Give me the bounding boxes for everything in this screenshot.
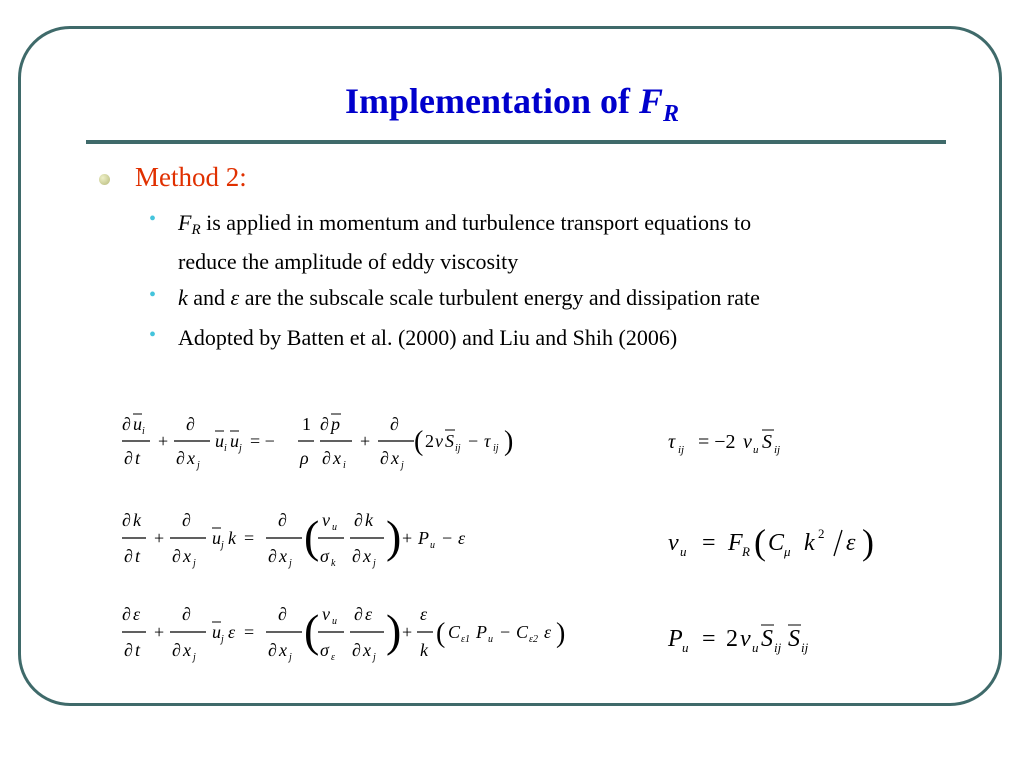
svg-text:k: k <box>804 530 815 556</box>
svg-text:t: t <box>135 448 141 468</box>
svg-text:u: u <box>332 522 337 533</box>
svg-text:∂: ∂ <box>172 640 181 660</box>
fr-symbol: F <box>178 210 192 235</box>
svg-text:x: x <box>187 448 195 468</box>
svg-text:∂: ∂ <box>320 414 329 434</box>
svg-text:= −2: = −2 <box>698 431 736 453</box>
svg-text:∂: ∂ <box>354 510 363 530</box>
svg-text:ij: ij <box>455 443 461 454</box>
svg-text:ij: ij <box>678 444 685 456</box>
svg-text:u: u <box>488 634 493 645</box>
svg-text:u: u <box>212 528 221 548</box>
svg-text:ij: ij <box>774 444 781 456</box>
svg-text:ij: ij <box>774 640 782 655</box>
svg-text:∂: ∂ <box>352 640 361 660</box>
svg-text:k: k <box>228 528 236 548</box>
svg-text:τ: τ <box>484 431 491 451</box>
svg-text:): ) <box>862 522 874 562</box>
svg-text:∂: ∂ <box>278 604 287 624</box>
svg-text:∂: ∂ <box>390 414 399 434</box>
svg-text:j: j <box>193 558 196 569</box>
svg-text:x: x <box>279 546 287 566</box>
svg-text:ε: ε <box>846 530 856 556</box>
svg-text:u: u <box>212 622 221 642</box>
svg-text:ij: ij <box>801 640 809 655</box>
svg-text:∂: ∂ <box>380 448 389 468</box>
svg-text:): ) <box>556 618 566 649</box>
bullet-circle-icon <box>99 174 110 185</box>
nu-equation <box>664 516 904 568</box>
svg-text:−: − <box>442 528 453 548</box>
svg-text:t: t <box>135 640 141 660</box>
svg-text:(: ( <box>754 522 766 562</box>
svg-text:ij: ij <box>493 443 499 454</box>
svg-text:u: u <box>680 544 687 559</box>
svg-text:u: u <box>332 616 337 627</box>
svg-text:ν: ν <box>743 431 752 453</box>
svg-text:S: S <box>445 431 454 451</box>
svg-text:2: 2 <box>425 431 434 451</box>
svg-text:σ: σ <box>320 640 329 660</box>
svg-text:u: u <box>682 640 689 655</box>
svg-text:j: j <box>239 443 242 454</box>
svg-text:): ) <box>386 511 402 562</box>
svg-text:p: p <box>331 414 340 434</box>
svg-text:j: j <box>221 634 224 645</box>
svg-text:−: − <box>468 431 479 451</box>
svg-text:x: x <box>363 546 371 566</box>
svg-text:k: k <box>331 558 336 569</box>
svg-text:k: k <box>420 640 428 660</box>
svg-text:x: x <box>183 546 191 566</box>
svg-text:+: + <box>360 431 371 451</box>
bullet-dot-icon: • <box>149 284 157 306</box>
pu-equation <box>664 614 844 660</box>
svg-text:∂: ∂ <box>354 604 363 624</box>
svg-text:+: + <box>402 528 413 548</box>
svg-text:x: x <box>391 448 399 468</box>
svg-text:C: C <box>768 530 785 556</box>
svg-text:(: ( <box>414 426 424 457</box>
svg-text:ε2: ε2 <box>529 634 538 645</box>
svg-text:i: i <box>142 426 145 437</box>
tau-equation <box>664 420 824 460</box>
svg-text:ε: ε <box>228 622 236 642</box>
bullet-adopted <box>178 322 677 354</box>
bullet-dot-icon: • <box>149 208 157 230</box>
svg-text:∂: ∂ <box>186 414 195 434</box>
title-symbol: F <box>638 81 663 121</box>
svg-text:2: 2 <box>818 526 825 541</box>
svg-text:u: u <box>752 640 759 655</box>
svg-text:j: j <box>373 652 376 663</box>
svg-text:j: j <box>193 652 196 663</box>
svg-text:i: i <box>343 460 346 471</box>
svg-text:σ: σ <box>320 546 329 566</box>
svg-text:P: P <box>418 528 429 548</box>
svg-text:ε: ε <box>365 604 373 624</box>
svg-text:∂: ∂ <box>122 414 131 434</box>
title-subscript: R <box>662 101 679 127</box>
svg-text:): ) <box>504 426 514 457</box>
svg-text:−: − <box>500 622 511 642</box>
svg-text:∂: ∂ <box>122 604 131 624</box>
svg-text:S: S <box>762 431 772 453</box>
svg-text:j: j <box>197 460 200 471</box>
svg-text:t: t <box>135 546 141 566</box>
svg-text:ν: ν <box>322 604 330 624</box>
svg-text:∂: ∂ <box>182 510 191 530</box>
k-equation <box>118 496 548 582</box>
svg-text:∂: ∂ <box>182 604 191 624</box>
bullet-k-eps <box>178 282 760 314</box>
title-text: Implementation of <box>344 81 639 121</box>
method-heading: Method 2: <box>135 162 247 192</box>
and-text: and <box>187 285 231 310</box>
svg-text:∂: ∂ <box>172 546 181 566</box>
svg-text:∂: ∂ <box>122 510 131 530</box>
svg-text:∂: ∂ <box>268 546 277 566</box>
bullet-adopted-text: Adopted by Batten et al. (2000) and Liu and Shih (2006) <box>178 325 678 350</box>
svg-text:=: = <box>702 530 716 556</box>
svg-text:F: F <box>728 530 743 556</box>
svg-text:u: u <box>215 431 224 451</box>
svg-text:∂: ∂ <box>278 510 287 530</box>
svg-text:ν: ν <box>668 530 679 556</box>
svg-text:∂: ∂ <box>176 448 185 468</box>
svg-text:j: j <box>373 558 376 569</box>
svg-text:i: i <box>224 443 227 454</box>
svg-text:j: j <box>401 460 404 471</box>
svg-text:+: + <box>154 528 165 548</box>
bullet-fr-text: is applied in momentum and turbulence transport equations to <box>200 210 752 235</box>
svg-text:μ: μ <box>784 544 791 559</box>
svg-text:(: ( <box>436 618 446 649</box>
svg-text:(: ( <box>304 511 320 562</box>
svg-text:= −: = − <box>250 431 275 451</box>
svg-text:x: x <box>333 448 341 468</box>
svg-text:u: u <box>430 540 435 551</box>
svg-text:j: j <box>289 652 292 663</box>
svg-text:ε: ε <box>133 604 141 624</box>
svg-text:τ: τ <box>668 431 676 453</box>
svg-text:R: R <box>742 544 750 559</box>
svg-text:ν: ν <box>740 626 751 652</box>
svg-text:j: j <box>289 558 292 569</box>
svg-text:2: 2 <box>726 626 738 652</box>
title-rule <box>86 140 946 144</box>
svg-text:+: + <box>154 622 165 642</box>
svg-text:ε: ε <box>331 652 335 663</box>
svg-text:S: S <box>788 626 800 652</box>
k-symbol: k <box>178 285 188 310</box>
slide-title <box>0 80 1024 128</box>
svg-text:S: S <box>761 626 773 652</box>
svg-text:ε: ε <box>420 604 428 624</box>
momentum-equation <box>118 402 548 478</box>
fr-subscript: R <box>191 222 201 238</box>
svg-text:∂: ∂ <box>124 448 133 468</box>
svg-text:x: x <box>183 640 191 660</box>
svg-text:u: u <box>133 414 142 434</box>
svg-text:P: P <box>476 622 487 642</box>
svg-text:∂: ∂ <box>124 640 133 660</box>
svg-text:x: x <box>363 640 371 660</box>
svg-text:∂: ∂ <box>268 640 277 660</box>
svg-text:ν: ν <box>435 431 443 451</box>
svg-text:ε: ε <box>458 528 466 548</box>
eps-symbol: ε <box>230 285 240 310</box>
svg-text:): ) <box>386 605 402 656</box>
bullet-fr-text-line2: reduce the amplitude of eddy viscosity <box>178 249 519 274</box>
svg-text:ε: ε <box>544 622 552 642</box>
svg-text:k: k <box>133 510 141 530</box>
svg-text:=: = <box>244 528 255 548</box>
epsilon-equation <box>118 590 598 676</box>
svg-text:C: C <box>448 622 461 642</box>
svg-text:u: u <box>753 444 759 456</box>
svg-text:∂: ∂ <box>322 448 331 468</box>
svg-text:∂: ∂ <box>124 546 133 566</box>
svg-text:=: = <box>244 622 255 642</box>
bullet-k-eps-text: are the subscale scale turbulent energy and dissipation rate <box>239 285 760 310</box>
svg-text:1: 1 <box>302 414 311 434</box>
svg-text:(: ( <box>304 605 320 656</box>
bullet-fr <box>178 207 751 278</box>
svg-text:ρ: ρ <box>300 448 309 468</box>
svg-text:C: C <box>516 622 529 642</box>
bullet-dot-icon: • <box>149 324 157 346</box>
svg-text:+: + <box>158 431 169 451</box>
svg-text:x: x <box>279 640 287 660</box>
svg-text:P: P <box>668 626 683 652</box>
svg-text:ε1: ε1 <box>461 634 470 645</box>
svg-text:j: j <box>221 540 224 551</box>
svg-text:+: + <box>402 622 413 642</box>
svg-text:∂: ∂ <box>352 546 361 566</box>
svg-text:u: u <box>230 431 239 451</box>
svg-text:ν: ν <box>322 510 330 530</box>
svg-text:k: k <box>365 510 373 530</box>
svg-text:=: = <box>702 626 716 652</box>
